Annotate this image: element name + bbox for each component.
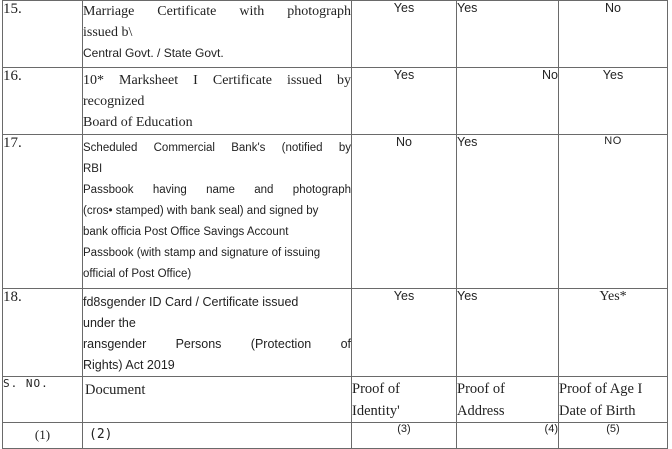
document-line: ransgender Persons (Protection of xyxy=(83,337,351,351)
proof-of-identity-value: Yes xyxy=(352,289,457,377)
document-description xyxy=(83,68,352,135)
document-line: Marriage Certificate with photograph xyxy=(83,4,351,19)
table-row xyxy=(3,289,668,377)
document-line: Passbook (with stamp and signature of issuing xyxy=(83,247,321,259)
proof-of-age-value: No xyxy=(559,1,668,68)
proof-of-age-value: Yes* xyxy=(559,289,668,377)
document-line: official of Post Office) xyxy=(83,268,192,280)
documents-table xyxy=(2,0,668,449)
header-serial-number: S. NO. xyxy=(3,377,83,423)
proof-of-address-value: No xyxy=(457,68,559,135)
document-line: issued b\ xyxy=(83,25,133,40)
serial-number: 15. xyxy=(3,1,83,68)
header-document: Document xyxy=(83,377,352,423)
proof-of-age-value: NO xyxy=(559,135,668,289)
header-line: Proof of xyxy=(457,381,505,397)
document-line: Central Govt. / State Govt. xyxy=(83,46,224,60)
document-line: Board of Education xyxy=(83,115,193,130)
document-description xyxy=(83,289,352,377)
proof-of-identity-value: No xyxy=(352,135,457,289)
header-line: Address xyxy=(457,403,505,419)
document-line: (cros• stamped) with bank seal) and signed by xyxy=(83,205,319,217)
proof-of-identity-value: Yes xyxy=(352,1,457,68)
serial-number: 16. xyxy=(3,68,83,135)
column-number-row xyxy=(3,423,668,449)
document-line: RBI xyxy=(83,163,103,175)
header-line: Identity' xyxy=(352,403,400,419)
column-number: (4) xyxy=(457,423,559,449)
column-number: (2) xyxy=(83,423,352,449)
header-line: Proof of xyxy=(352,381,400,397)
document-line: recognized xyxy=(83,94,145,109)
table-row xyxy=(3,68,668,135)
header-row xyxy=(3,377,668,423)
document-description xyxy=(83,135,352,289)
proof-of-address-value: Yes xyxy=(457,289,559,377)
table-row xyxy=(3,1,668,68)
document-line: Rights) Act 2019 xyxy=(83,358,175,372)
document-line: Scheduled Commercial Bank's (notified by xyxy=(83,142,351,154)
serial-number: 17. xyxy=(3,135,83,289)
proof-of-address-value: Yes xyxy=(457,1,559,68)
proof-of-age-value: Yes xyxy=(559,68,668,135)
header-line: Date of Birth xyxy=(559,403,636,419)
document-description xyxy=(83,1,352,68)
document-line: Passbook having name and photograph xyxy=(83,184,351,196)
document-line: 10* Marksheet I Certificate issued by xyxy=(83,73,351,88)
header-line: Proof of Age I xyxy=(559,381,643,397)
header-proof-of-identity xyxy=(352,377,457,423)
column-number: (3) xyxy=(352,423,457,449)
header-proof-of-age xyxy=(559,377,668,423)
proof-of-address-value: Yes xyxy=(457,135,559,289)
proof-of-identity-value: Yes xyxy=(352,68,457,135)
table-row xyxy=(3,135,668,289)
column-number: (5) xyxy=(559,423,668,449)
header-proof-of-address xyxy=(457,377,559,423)
column-number: (1) xyxy=(3,423,83,449)
serial-number: 18. xyxy=(3,289,83,377)
document-line: bank officia Post Office Savings Account xyxy=(83,226,289,238)
document-line: fd8sgender ID Card / Certificate issued xyxy=(83,295,299,309)
document-line: under the xyxy=(83,316,136,330)
